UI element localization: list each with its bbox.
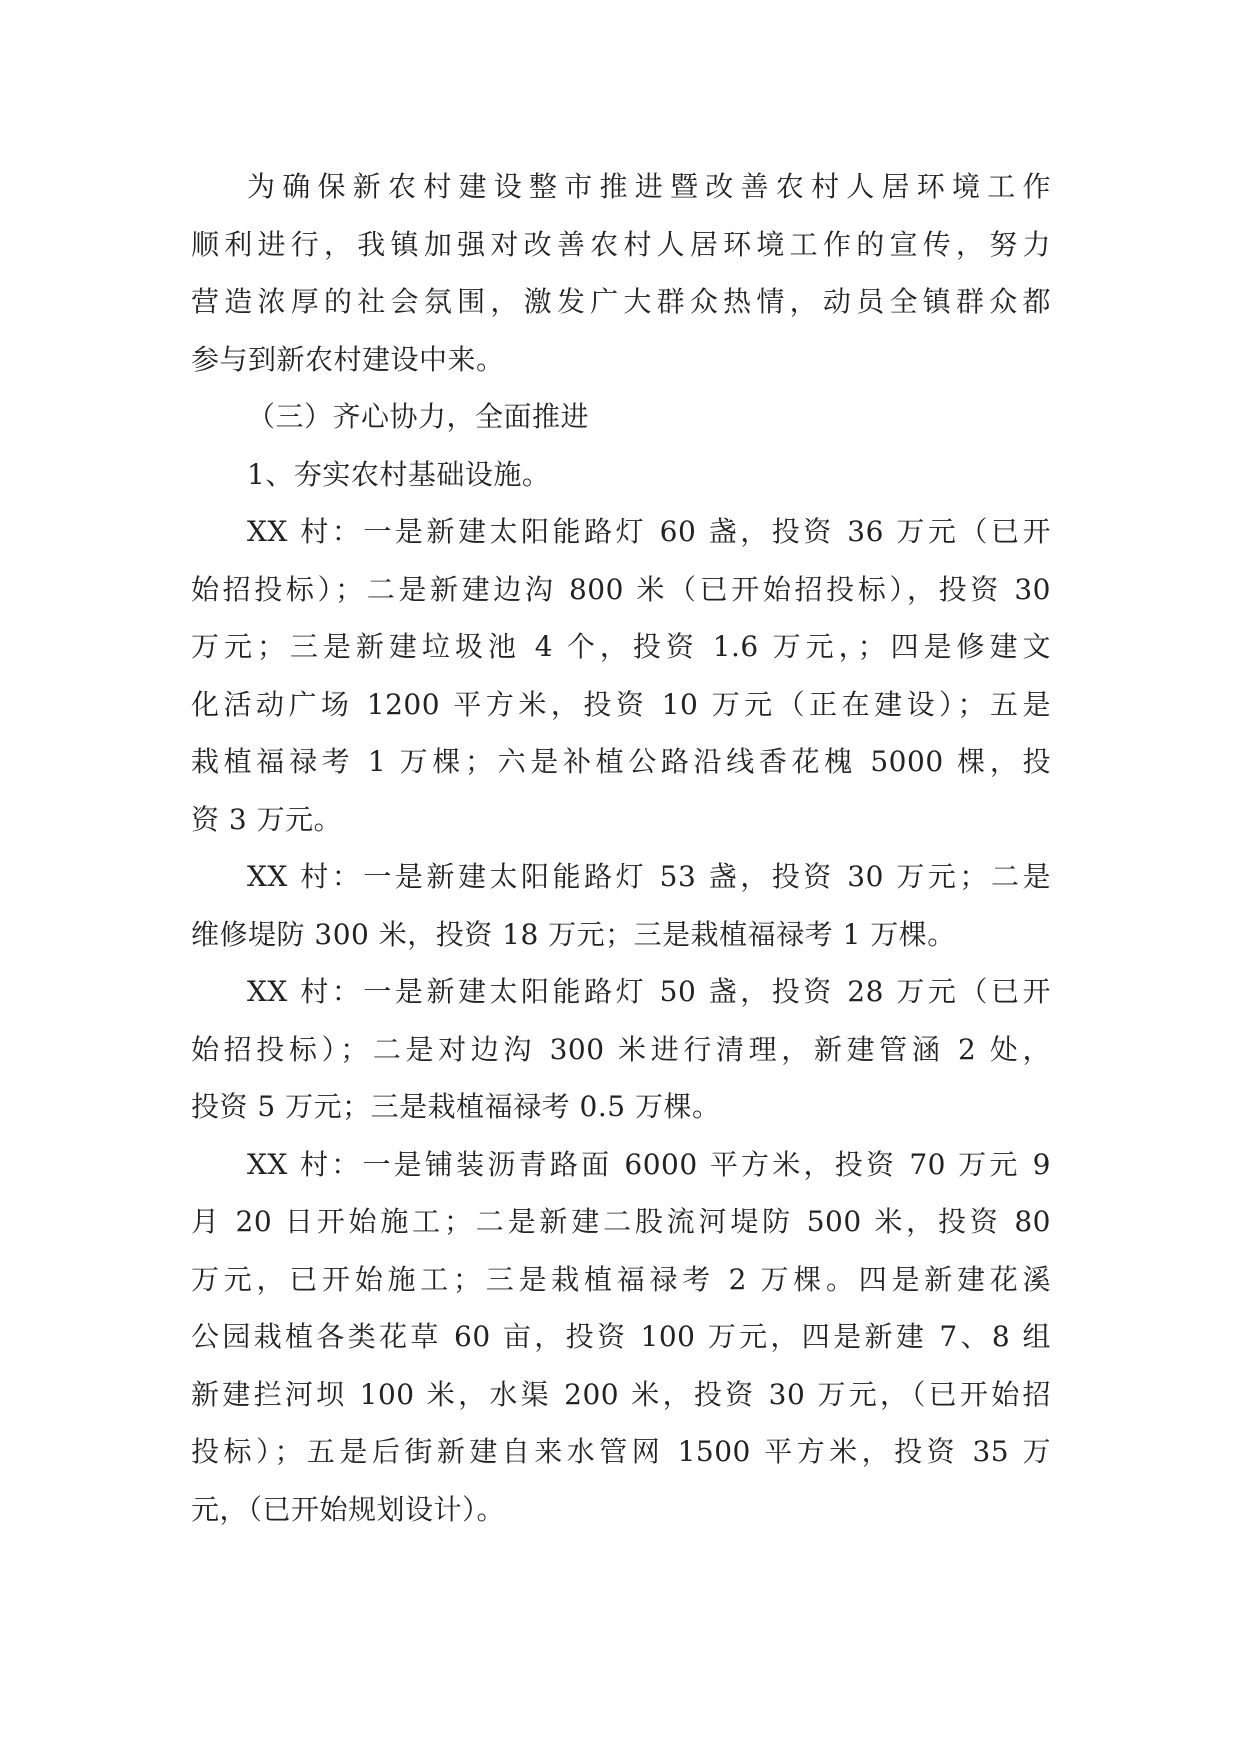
text-line: 营造浓厚的社会氛围，激发广大群众热情，动员全镇群众都 bbox=[191, 285, 1051, 318]
text-line: 元，（已开始规划设计）。 bbox=[191, 1492, 506, 1526]
text-line: 新建拦河坝 100 米，水渠 200 米，投资 30 万元，（已开始招 bbox=[191, 1377, 1051, 1411]
text-line: XX 村：一是新建太阳能路灯 50 盏，投资 28 万元（已开 bbox=[247, 975, 1051, 1008]
text-line: 公园栽植各类花草 60 亩，投资 100 万元，四是新建 7、8 组 bbox=[191, 1320, 1051, 1353]
text-line: 维修堤防 300 米，投资 18 万元；三是栽植福禄考 1 万棵。 bbox=[191, 917, 956, 951]
subsection-heading bbox=[191, 446, 1051, 504]
text-line: 始招投标）；二是对边沟 300 米进行清理，新建管涵 2 处， bbox=[191, 1032, 1051, 1066]
text-line: XX 村：一是铺装沥青路面 6000 平方米，投资 70 万元 9 bbox=[247, 1147, 1051, 1181]
section-heading-text: （三）齐心协力，全面推进 bbox=[247, 400, 590, 433]
text-line: 月 20 日开始施工；二是新建二股流河堤防 500 米，投资 80 bbox=[191, 1205, 1051, 1238]
paragraph-village-4 bbox=[191, 1136, 1051, 1539]
paragraph-village-3 bbox=[191, 963, 1051, 1136]
paragraph-intro bbox=[191, 158, 1051, 388]
text-line: 化活动广场 1200 平方米，投资 10 万元（正在建设）；五是 bbox=[191, 687, 1051, 721]
text-line: XX 村：一是新建太阳能路灯 60 盏，投资 36 万元（已开 bbox=[247, 515, 1051, 548]
document-body bbox=[191, 158, 1051, 1538]
text-line: 始招投标）；二是新建边沟 800 米（已开始招投标），投资 30 bbox=[191, 572, 1051, 606]
text-line: 投标）；五是后街新建自来水管网 1500 平方米，投资 35 万 bbox=[191, 1435, 1051, 1468]
text-line: 资 3 万元。 bbox=[191, 802, 343, 836]
text-line: 顺利进行，我镇加强对改善农村人居环境工作的宣传，努力 bbox=[191, 227, 1051, 261]
paragraph-village-2 bbox=[191, 848, 1051, 963]
text-line: 栽植福禄考 1 万棵；六是补植公路沿线香花槐 5000 棵，投 bbox=[191, 745, 1051, 778]
text-line: 万元，已开始施工；三是栽植福禄考 2 万棵。四是新建花溪 bbox=[191, 1262, 1051, 1296]
paragraph-village-1 bbox=[191, 503, 1051, 848]
text-line: 参与到新农村建设中来。 bbox=[191, 342, 505, 376]
text-line: 为确保新农村建设整市推进暨改善农村人居环境工作 bbox=[247, 170, 1051, 203]
text-line: 投资 5 万元；三是栽植福禄考 0.5 万棵。 bbox=[191, 1090, 721, 1123]
section-heading bbox=[191, 388, 1051, 446]
subsection-heading-text: 1、夯实农村基础设施。 bbox=[247, 457, 551, 491]
text-line: 万元；三是新建垃圾池 4 个，投资 1.6 万元，；四是修建文 bbox=[191, 630, 1051, 663]
text-line: XX 村：一是新建太阳能路灯 53 盏，投资 30 万元；二是 bbox=[247, 860, 1051, 893]
